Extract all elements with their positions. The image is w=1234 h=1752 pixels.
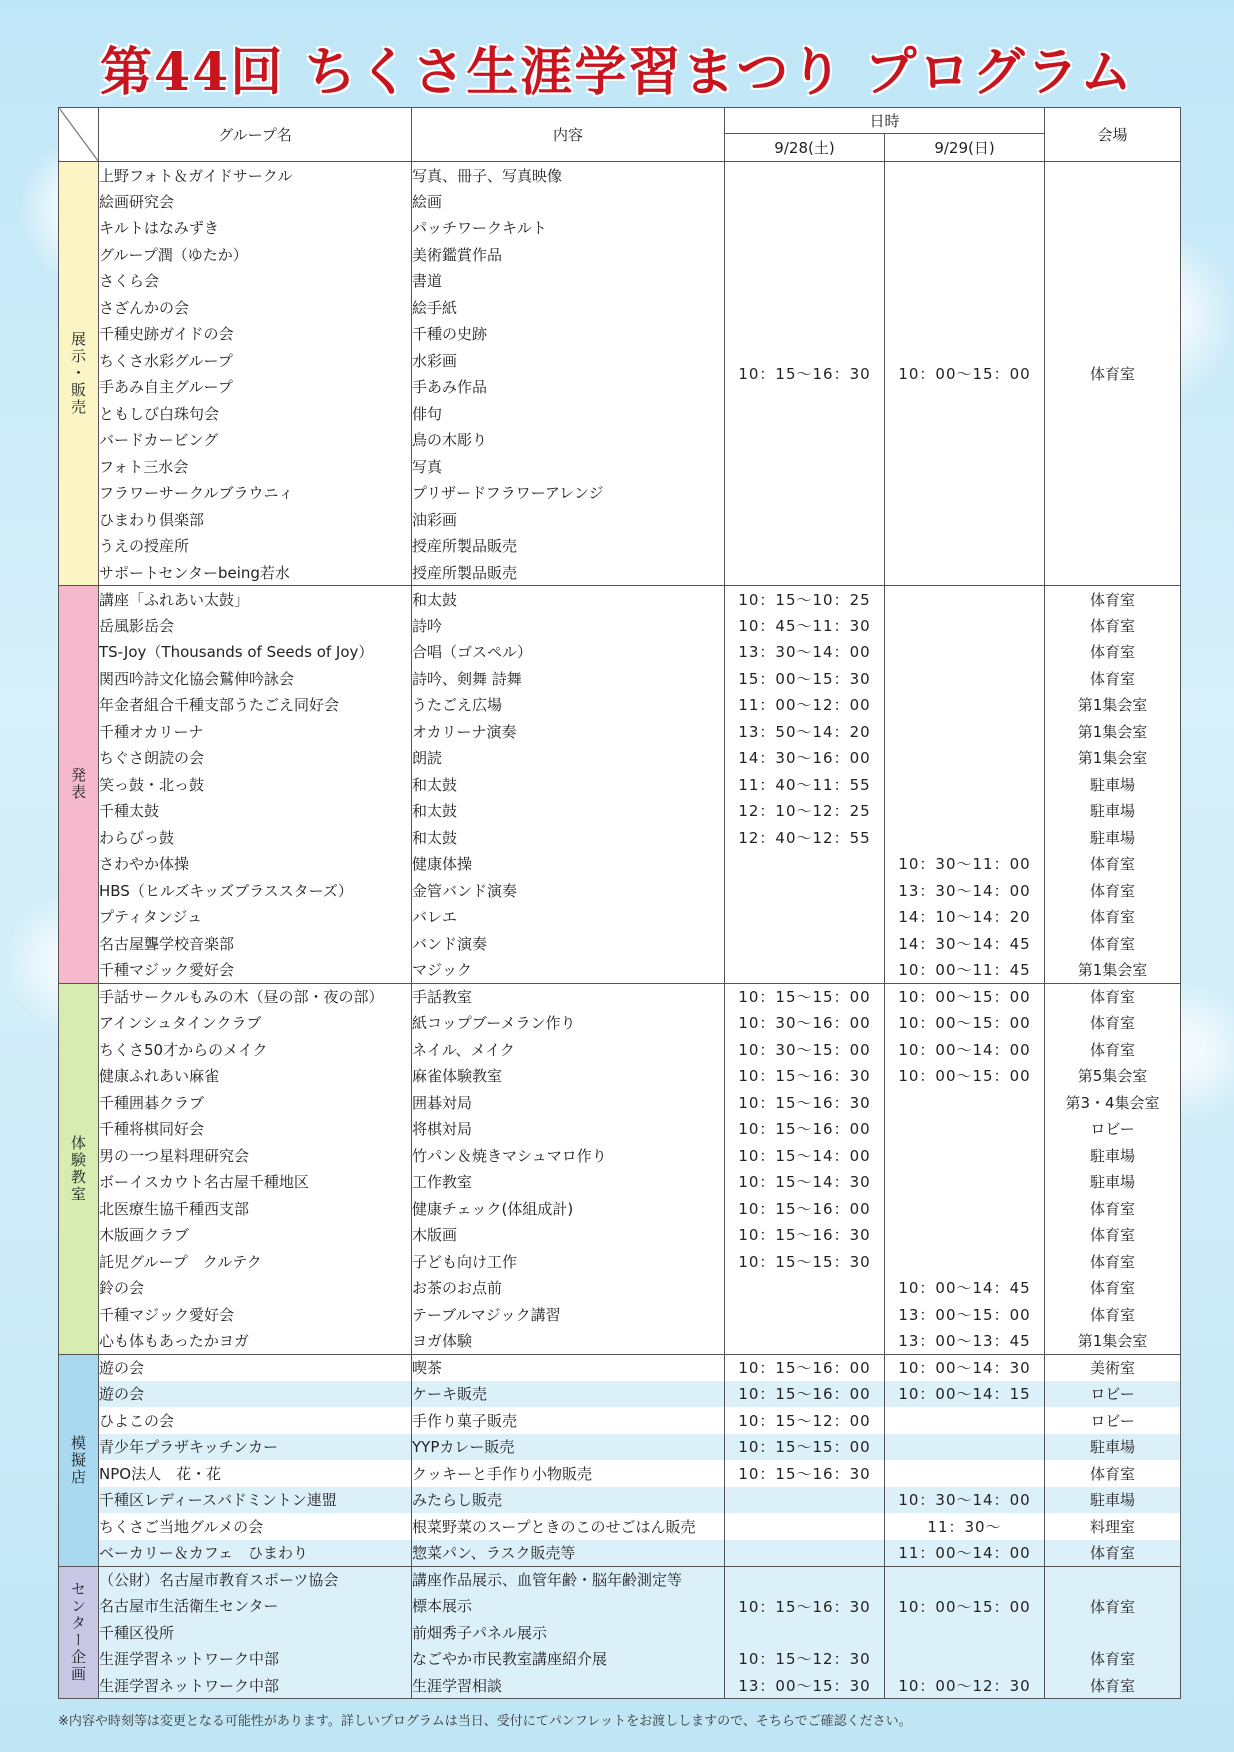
venue-cell: 第1集会室 bbox=[1045, 957, 1181, 984]
content-cell: 根菜野菜のスープときのこのせごはん販売 bbox=[412, 1513, 725, 1540]
day1-time-cell: 14：30〜16：00 bbox=[725, 745, 885, 772]
table-row bbox=[59, 771, 1181, 798]
content-cell: 健康チェック(体組成計) bbox=[412, 1195, 725, 1222]
header-venue: 会場 bbox=[1045, 108, 1181, 162]
venue-cell: ロビー bbox=[1045, 1381, 1181, 1408]
venue-cell: 体育室 bbox=[1045, 930, 1181, 957]
group-name-cell: 千種区レディースバドミントン連盟 bbox=[99, 1487, 412, 1514]
content-cell: バンド演奏 bbox=[412, 930, 725, 957]
venue-cell: 体育室 bbox=[1045, 612, 1181, 639]
content-cell: 健康体操 bbox=[412, 851, 725, 878]
day2-time-cell bbox=[885, 798, 1045, 825]
group-name-cell: わらびっ鼓 bbox=[99, 824, 412, 851]
day1-time-cell: 10：30〜16：00 bbox=[725, 1010, 885, 1037]
group-name-cell: アインシュタインクラブ bbox=[99, 1010, 412, 1037]
table-row bbox=[59, 1248, 1181, 1275]
content-cell: 絵手紙 bbox=[412, 294, 725, 321]
day2-time-cell: 11：00〜14：00 bbox=[885, 1540, 1045, 1567]
group-name-cell: 託児グループ クルテク bbox=[99, 1248, 412, 1275]
group-name-cell: フラワーサークルブラウニィ bbox=[99, 480, 412, 507]
content-cell: 詩吟 bbox=[412, 612, 725, 639]
content-cell: 鳥の木彫り bbox=[412, 427, 725, 454]
content-cell: 和太鼓 bbox=[412, 798, 725, 825]
table-row bbox=[59, 162, 1181, 189]
table-row bbox=[59, 1222, 1181, 1249]
content-cell: 手話教室 bbox=[412, 983, 725, 1010]
day1-time-cell: 13：00〜15：30 bbox=[725, 1672, 885, 1699]
table-body bbox=[59, 162, 1181, 1699]
group-name-cell: ひまわり倶楽部 bbox=[99, 506, 412, 533]
table-row bbox=[59, 1566, 1181, 1593]
content-cell: 和太鼓 bbox=[412, 824, 725, 851]
day2-time-cell bbox=[885, 692, 1045, 719]
venue-cell: 駐車場 bbox=[1045, 824, 1181, 851]
group-name-cell: キルトはなみずき bbox=[99, 215, 412, 242]
day1-time-cell bbox=[725, 957, 885, 984]
day2-time-cell bbox=[885, 1460, 1045, 1487]
day1-time-cell: 10：15〜16：30 bbox=[725, 1063, 885, 1090]
venue-cell: 第1集会室 bbox=[1045, 1328, 1181, 1355]
day1-time-cell: 10：15〜16：30 bbox=[725, 1460, 885, 1487]
venue-cell: 体育室 bbox=[1045, 877, 1181, 904]
content-cell: 麻雀体験教室 bbox=[412, 1063, 725, 1090]
group-name-cell: 千種史跡ガイドの会 bbox=[99, 321, 412, 348]
day1-time-cell: 10：15〜15：00 bbox=[725, 1434, 885, 1461]
group-name-cell: 名古屋聾学校音楽部 bbox=[99, 930, 412, 957]
day1-time-cell: 12：10〜12：25 bbox=[725, 798, 885, 825]
day1-time-cell: 10：45〜11：30 bbox=[725, 612, 885, 639]
day2-time-cell: 10：30〜14：00 bbox=[885, 1487, 1045, 1514]
header-datetime: 日時 bbox=[725, 108, 1045, 134]
venue-cell: 体育室 bbox=[1045, 1248, 1181, 1275]
day1-time-cell: 10：15〜16：00 bbox=[725, 1354, 885, 1381]
content-cell: 朗読 bbox=[412, 745, 725, 772]
venue-cell: 第5集会室 bbox=[1045, 1063, 1181, 1090]
table-row bbox=[59, 904, 1181, 931]
table-row bbox=[59, 1089, 1181, 1116]
content-cell: 絵画 bbox=[412, 188, 725, 215]
group-name-cell: NPO法人 花・花 bbox=[99, 1460, 412, 1487]
day1-time-cell: 12：40〜12：55 bbox=[725, 824, 885, 851]
content-cell: クッキーと手作り小物販売 bbox=[412, 1460, 725, 1487]
table-row bbox=[59, 1063, 1181, 1090]
group-name-cell: ひよこの会 bbox=[99, 1407, 412, 1434]
day2-time-cell bbox=[885, 639, 1045, 666]
content-cell: 標本展示 bbox=[412, 1593, 725, 1620]
day2-time-cell: 10：00〜14：30 bbox=[885, 1354, 1045, 1381]
content-cell: 惣菜パン、ラスク販売等 bbox=[412, 1540, 725, 1567]
day1-time-cell: 10：15〜16：00 bbox=[725, 1381, 885, 1408]
day1-time-cell bbox=[725, 1513, 885, 1540]
venue-cell: ロビー bbox=[1045, 1407, 1181, 1434]
table-row bbox=[59, 957, 1181, 984]
venue-cell: 体育室 bbox=[1045, 1275, 1181, 1302]
content-cell: ネイル、メイク bbox=[412, 1036, 725, 1063]
group-name-cell: （公財）名古屋市教育スポーツ協会 bbox=[99, 1566, 412, 1593]
group-name-cell: 心も体もあったかヨガ bbox=[99, 1328, 412, 1355]
content-cell: マジック bbox=[412, 957, 725, 984]
group-name-cell: ベーカリー＆カフェ ひまわり bbox=[99, 1540, 412, 1567]
group-name-cell: HBS（ヒルズキッズブラススターズ） bbox=[99, 877, 412, 904]
day1-time-cell bbox=[725, 851, 885, 878]
category-label: 展示・販売 bbox=[59, 162, 99, 586]
venue-cell: 体育室 bbox=[1045, 1460, 1181, 1487]
day2-time-cell bbox=[885, 1407, 1045, 1434]
group-name-cell: さざんかの会 bbox=[99, 294, 412, 321]
table-row bbox=[59, 1328, 1181, 1355]
day2-time-cell bbox=[885, 1142, 1045, 1169]
day1-time-cell: 10：15〜15：00 bbox=[725, 983, 885, 1010]
content-cell: 授産所製品販売 bbox=[412, 533, 725, 560]
day1-time-cell: 10：15〜16：00 bbox=[725, 1195, 885, 1222]
table-row bbox=[59, 1407, 1181, 1434]
day1-time-cell: 10：30〜15：00 bbox=[725, 1036, 885, 1063]
day2-time-cell: 14：30〜14：45 bbox=[885, 930, 1045, 957]
day1-time-cell: 13：50〜14：20 bbox=[725, 718, 885, 745]
day2-time-cell: 10：00〜15：00 bbox=[885, 1010, 1045, 1037]
content-cell: 写真、冊子、写真映像 bbox=[412, 162, 725, 189]
group-name-cell: グループ潤（ゆたか） bbox=[99, 241, 412, 268]
venue-cell: 体育室 bbox=[1045, 1222, 1181, 1249]
day2-time-cell: 13：30〜14：00 bbox=[885, 877, 1045, 904]
table-header bbox=[59, 108, 1181, 162]
table-row bbox=[59, 1116, 1181, 1143]
venue-cell: 料理室 bbox=[1045, 1513, 1181, 1540]
content-cell: 俳句 bbox=[412, 400, 725, 427]
day1-time-cell bbox=[725, 1487, 885, 1514]
content-cell: 手あみ作品 bbox=[412, 374, 725, 401]
group-name-cell: さわやか体操 bbox=[99, 851, 412, 878]
content-cell: 竹パン＆焼きマシュマロ作り bbox=[412, 1142, 725, 1169]
table-row bbox=[59, 612, 1181, 639]
group-name-cell: 千種マジック愛好会 bbox=[99, 1301, 412, 1328]
group-name-cell: 手あみ自主グループ bbox=[99, 374, 412, 401]
content-cell: 木版画 bbox=[412, 1222, 725, 1249]
content-cell: 工作教室 bbox=[412, 1169, 725, 1196]
group-name-cell: 岳風影岳会 bbox=[99, 612, 412, 639]
group-name-cell: 生涯学習ネットワーク中部 bbox=[99, 1646, 412, 1673]
day2-time-cell bbox=[885, 1222, 1045, 1249]
venue-cell: 体育室 bbox=[1045, 904, 1181, 931]
group-name-cell: サポートセンターbeing若水 bbox=[99, 559, 412, 586]
footnote: ※内容や時刻等は変更となる可能性があります。詳しいプログラムは当日、受付にてパンフレットをお渡ししますので、そちらでご確認ください。 bbox=[58, 1714, 912, 1729]
group-name-cell: 北医療生協千種西支部 bbox=[99, 1195, 412, 1222]
day2-time-cell: 10：00〜14：45 bbox=[885, 1275, 1045, 1302]
day1-time-cell: 10：15〜10：25 bbox=[725, 586, 885, 613]
group-name-cell: 遊の会 bbox=[99, 1354, 412, 1381]
content-cell: 書道 bbox=[412, 268, 725, 295]
group-name-cell: 青少年プラザキッチンカー bbox=[99, 1434, 412, 1461]
venue-cell: 体育室 bbox=[1045, 1566, 1181, 1646]
group-name-cell: 笑っ鼓・北っ鼓 bbox=[99, 771, 412, 798]
day2-time-cell bbox=[885, 1646, 1045, 1673]
day1-time-cell: 13：30〜14：00 bbox=[725, 639, 885, 666]
group-name-cell: 関西吟詩文化協会鷲伸吟詠会 bbox=[99, 665, 412, 692]
content-cell: 合唱（ゴスペル） bbox=[412, 639, 725, 666]
day2-time-cell: 14：10〜14：20 bbox=[885, 904, 1045, 931]
content-cell: 紙コップブーメラン作り bbox=[412, 1010, 725, 1037]
venue-cell: 体育室 bbox=[1045, 586, 1181, 613]
table-row bbox=[59, 1275, 1181, 1302]
header-day2: 9/29(日) bbox=[885, 134, 1045, 162]
venue-cell: 体育室 bbox=[1045, 1301, 1181, 1328]
venue-cell: 体育室 bbox=[1045, 639, 1181, 666]
content-cell: プリザードフラワーアレンジ bbox=[412, 480, 725, 507]
day1-time-cell: 15：00〜15：30 bbox=[725, 665, 885, 692]
table-row bbox=[59, 1672, 1181, 1699]
table-row bbox=[59, 1301, 1181, 1328]
table-row bbox=[59, 1195, 1181, 1222]
content-cell: うたごえ広場 bbox=[412, 692, 725, 719]
day2-time-cell bbox=[885, 745, 1045, 772]
group-name-cell: フォト三水会 bbox=[99, 453, 412, 480]
group-name-cell: 絵画研究会 bbox=[99, 188, 412, 215]
day2-time-cell bbox=[885, 824, 1045, 851]
day1-time-cell: 10：15〜14：30 bbox=[725, 1169, 885, 1196]
table-row bbox=[59, 1434, 1181, 1461]
group-name-cell: バードカービング bbox=[99, 427, 412, 454]
content-cell: 和太鼓 bbox=[412, 586, 725, 613]
table-row bbox=[59, 586, 1181, 613]
content-cell: 写真 bbox=[412, 453, 725, 480]
day2-time-cell bbox=[885, 718, 1045, 745]
group-name-cell: 上野フォト＆ガイドサークル bbox=[99, 162, 412, 189]
page-title: 第44回 ちくさ生涯学習まつり プログラム bbox=[99, 42, 1135, 103]
venue-cell: 駐車場 bbox=[1045, 1487, 1181, 1514]
day2-time-cell: 10：00〜15：00 bbox=[885, 983, 1045, 1010]
day2-time-cell: 10：00〜15：00 bbox=[885, 1566, 1045, 1646]
group-name-cell: ちくさご当地グルメの会 bbox=[99, 1513, 412, 1540]
group-name-cell: 健康ふれあい麻雀 bbox=[99, 1063, 412, 1090]
content-cell: 前畑秀子パネル展示 bbox=[412, 1619, 725, 1646]
content-cell: パッチワークキルト bbox=[412, 215, 725, 242]
content-cell: 講座作品展示、血管年齢・脳年齢測定等 bbox=[412, 1566, 725, 1593]
content-cell: 詩吟、剣舞 詩舞 bbox=[412, 665, 725, 692]
venue-cell: 駐車場 bbox=[1045, 1434, 1181, 1461]
venue-cell: 体育室 bbox=[1045, 1646, 1181, 1673]
day1-time-cell bbox=[725, 1540, 885, 1567]
group-name-cell: 千種区役所 bbox=[99, 1619, 412, 1646]
content-cell: 金管バンド演奏 bbox=[412, 877, 725, 904]
group-name-cell: 千種将棋同好会 bbox=[99, 1116, 412, 1143]
header-day1: 9/28(土) bbox=[725, 134, 885, 162]
venue-cell: 体育室 bbox=[1045, 1036, 1181, 1063]
content-cell: 囲碁対局 bbox=[412, 1089, 725, 1116]
table-row bbox=[59, 930, 1181, 957]
group-name-cell: ちくさ水彩グループ bbox=[99, 347, 412, 374]
venue-cell: 体育室 bbox=[1045, 983, 1181, 1010]
content-cell: 千種の史跡 bbox=[412, 321, 725, 348]
content-cell: オカリーナ演奏 bbox=[412, 718, 725, 745]
table-row bbox=[59, 1513, 1181, 1540]
day1-time-cell: 11：00〜12：00 bbox=[725, 692, 885, 719]
group-name-cell: 千種オカリーナ bbox=[99, 718, 412, 745]
table-row bbox=[59, 692, 1181, 719]
venue-cell: 駐車場 bbox=[1045, 771, 1181, 798]
day2-time-cell: 10：30〜11：00 bbox=[885, 851, 1045, 878]
category-label: 体験教室 bbox=[59, 983, 99, 1354]
table-row bbox=[59, 798, 1181, 825]
table-row bbox=[59, 983, 1181, 1010]
day1-time-cell: 10：15〜16：30 bbox=[725, 1222, 885, 1249]
content-cell: ヨガ体験 bbox=[412, 1328, 725, 1355]
day2-time-cell bbox=[885, 612, 1045, 639]
day1-time-cell: 10：15〜16：30 bbox=[725, 1566, 885, 1646]
day2-time-cell: 13：00〜15：00 bbox=[885, 1301, 1045, 1328]
day2-time-cell bbox=[885, 1434, 1045, 1461]
day1-time-cell: 10：15〜12：00 bbox=[725, 1407, 885, 1434]
header-content: 内容 bbox=[412, 108, 725, 162]
table-row bbox=[59, 1646, 1181, 1673]
group-name-cell: ちぐさ朗読の会 bbox=[99, 745, 412, 772]
content-cell: なごやか市民教室講座紹介展 bbox=[412, 1646, 725, 1673]
day2-time-cell: 10：00〜14：15 bbox=[885, 1381, 1045, 1408]
category-label: センター企画 bbox=[59, 1566, 99, 1699]
content-cell: バレエ bbox=[412, 904, 725, 931]
header-group: グループ名 bbox=[99, 108, 412, 162]
content-cell: お茶のお点前 bbox=[412, 1275, 725, 1302]
day2-time-cell: 10：00〜11：45 bbox=[885, 957, 1045, 984]
group-name-cell: 千種囲碁クラブ bbox=[99, 1089, 412, 1116]
venue-cell: 体育室 bbox=[1045, 1672, 1181, 1699]
group-name-cell: ちくさ50才からのメイク bbox=[99, 1036, 412, 1063]
venue-cell: 第3・4集会室 bbox=[1045, 1089, 1181, 1116]
group-name-cell: さくら会 bbox=[99, 268, 412, 295]
group-name-cell: 手話サークルもみの木（昼の部・夜の部） bbox=[99, 983, 412, 1010]
group-name-cell: 男の一つ星料理研究会 bbox=[99, 1142, 412, 1169]
day2-time-cell: 10：00〜15：00 bbox=[885, 1063, 1045, 1090]
venue-cell: 体育室 bbox=[1045, 665, 1181, 692]
day2-time-cell: 10：00〜12：30 bbox=[885, 1672, 1045, 1699]
content-cell: 水彩画 bbox=[412, 347, 725, 374]
venue-cell: 体育室 bbox=[1045, 1540, 1181, 1567]
venue-cell: 体育室 bbox=[1045, 1195, 1181, 1222]
content-cell: 生涯学習相談 bbox=[412, 1672, 725, 1699]
day2-time-cell: 10：00〜15：00 bbox=[885, 162, 1045, 586]
group-name-cell: ボーイスカウト名古屋千種地区 bbox=[99, 1169, 412, 1196]
content-cell: 授産所製品販売 bbox=[412, 559, 725, 586]
venue-cell: 第1集会室 bbox=[1045, 692, 1181, 719]
content-cell: みたらし販売 bbox=[412, 1487, 725, 1514]
table-row bbox=[59, 1540, 1181, 1567]
group-name-cell: 千種太鼓 bbox=[99, 798, 412, 825]
day1-time-cell: 11：40〜11：55 bbox=[725, 771, 885, 798]
table-row bbox=[59, 824, 1181, 851]
day1-time-cell bbox=[725, 1328, 885, 1355]
content-cell: 和太鼓 bbox=[412, 771, 725, 798]
day1-time-cell bbox=[725, 1275, 885, 1302]
venue-cell: ロビー bbox=[1045, 1116, 1181, 1143]
day1-time-cell: 10：15〜12：30 bbox=[725, 1646, 885, 1673]
content-cell: 油彩画 bbox=[412, 506, 725, 533]
content-cell: YYPカレー販売 bbox=[412, 1434, 725, 1461]
day2-time-cell: 10：00〜14：00 bbox=[885, 1036, 1045, 1063]
table-row bbox=[59, 851, 1181, 878]
table-row bbox=[59, 639, 1181, 666]
group-name-cell: うえの授産所 bbox=[99, 533, 412, 560]
content-cell: 美術鑑賞作品 bbox=[412, 241, 725, 268]
table-row bbox=[59, 1036, 1181, 1063]
day1-time-cell bbox=[725, 877, 885, 904]
corner-cell bbox=[59, 108, 99, 162]
venue-cell: 駐車場 bbox=[1045, 1169, 1181, 1196]
content-cell: 将棋対局 bbox=[412, 1116, 725, 1143]
content-cell: 手作り菓子販売 bbox=[412, 1407, 725, 1434]
day1-time-cell bbox=[725, 1301, 885, 1328]
table-row bbox=[59, 1381, 1181, 1408]
table-row bbox=[59, 877, 1181, 904]
content-cell: テーブルマジック講習 bbox=[412, 1301, 725, 1328]
group-name-cell: 鈴の会 bbox=[99, 1275, 412, 1302]
program-table bbox=[58, 107, 1181, 1699]
day1-time-cell: 10：15〜16：00 bbox=[725, 1116, 885, 1143]
group-name-cell: 木版画クラブ bbox=[99, 1222, 412, 1249]
group-name-cell: 年金者組合千種支部うたごえ同好会 bbox=[99, 692, 412, 719]
category-label: 発表 bbox=[59, 586, 99, 984]
group-name-cell: 講座「ふれあい太鼓」 bbox=[99, 586, 412, 613]
day1-time-cell: 10：15〜16：30 bbox=[725, 1089, 885, 1116]
day2-time-cell bbox=[885, 1089, 1045, 1116]
group-name-cell: TS-Joy（Thousands of Seeds of Joy） bbox=[99, 639, 412, 666]
table-row bbox=[59, 1487, 1181, 1514]
category-label: 模擬店 bbox=[59, 1354, 99, 1566]
day2-time-cell bbox=[885, 1169, 1045, 1196]
content-cell: ケーキ販売 bbox=[412, 1381, 725, 1408]
table-row bbox=[59, 1142, 1181, 1169]
day2-time-cell: 11：30〜 bbox=[885, 1513, 1045, 1540]
table-row bbox=[59, 745, 1181, 772]
day2-time-cell bbox=[885, 1248, 1045, 1275]
group-name-cell: 千種マジック愛好会 bbox=[99, 957, 412, 984]
day2-time-cell: 13：00〜13：45 bbox=[885, 1328, 1045, 1355]
table-row bbox=[59, 1460, 1181, 1487]
group-name-cell: ともしび白珠句会 bbox=[99, 400, 412, 427]
day1-time-cell bbox=[725, 904, 885, 931]
venue-cell: 第1集会室 bbox=[1045, 718, 1181, 745]
venue-cell: 駐車場 bbox=[1045, 1142, 1181, 1169]
venue-cell: 美術室 bbox=[1045, 1354, 1181, 1381]
venue-cell: 体育室 bbox=[1045, 851, 1181, 878]
day1-time-cell: 10：15〜15：30 bbox=[725, 1248, 885, 1275]
venue-cell: 体育室 bbox=[1045, 1010, 1181, 1037]
content-cell: 子ども向け工作 bbox=[412, 1248, 725, 1275]
group-name-cell: 生涯学習ネットワーク中部 bbox=[99, 1672, 412, 1699]
content-cell: 喫茶 bbox=[412, 1354, 725, 1381]
group-name-cell: プティタンジュ bbox=[99, 904, 412, 931]
venue-cell: 体育室 bbox=[1045, 162, 1181, 586]
table-row bbox=[59, 665, 1181, 692]
venue-cell: 駐車場 bbox=[1045, 798, 1181, 825]
day2-time-cell bbox=[885, 586, 1045, 613]
day1-time-cell: 10：15〜16：30 bbox=[725, 162, 885, 586]
day2-time-cell bbox=[885, 1195, 1045, 1222]
day1-time-cell: 10：15〜14：00 bbox=[725, 1142, 885, 1169]
table-row bbox=[59, 718, 1181, 745]
table-row bbox=[59, 1010, 1181, 1037]
day2-time-cell bbox=[885, 1116, 1045, 1143]
day1-time-cell bbox=[725, 930, 885, 957]
group-name-cell: 名古屋市生活衛生センター bbox=[99, 1593, 412, 1620]
venue-cell: 第1集会室 bbox=[1045, 745, 1181, 772]
group-name-cell: 遊の会 bbox=[99, 1381, 412, 1408]
day2-time-cell bbox=[885, 771, 1045, 798]
table-row bbox=[59, 1354, 1181, 1381]
day2-time-cell bbox=[885, 665, 1045, 692]
table-row bbox=[59, 1169, 1181, 1196]
